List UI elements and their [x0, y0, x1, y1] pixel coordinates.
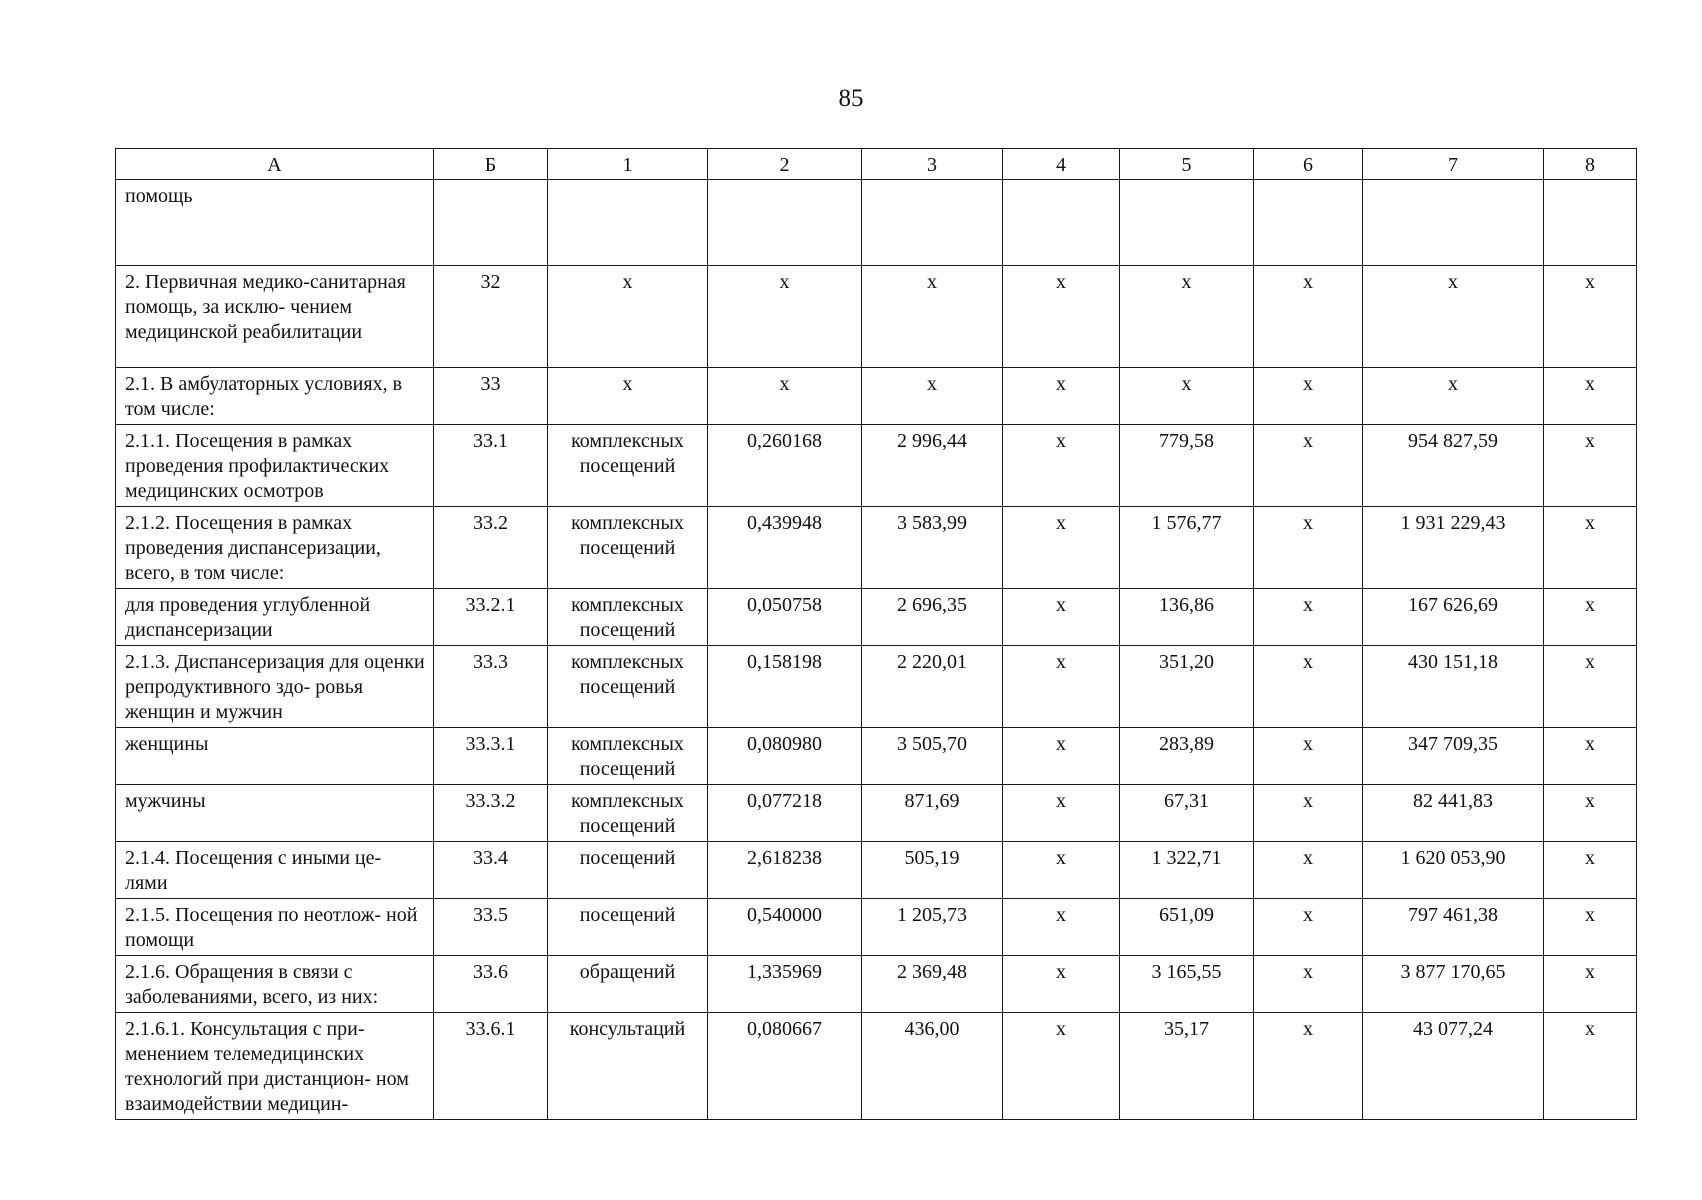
- table-cell: 43 077,24: [1363, 1013, 1544, 1120]
- table-cell: 2,618238: [708, 842, 862, 899]
- table-cell: 0,080980: [708, 728, 862, 785]
- table-cell: комплексных посещений: [548, 425, 708, 507]
- table-cell: х: [1254, 368, 1363, 425]
- header-row: [116, 149, 1637, 180]
- table-cell: 33.2.1: [434, 589, 548, 646]
- table-cell: 505,19: [862, 842, 1003, 899]
- table-cell: 1 620 053,90: [1363, 842, 1544, 899]
- table-cell: комплексных посещений: [548, 785, 708, 842]
- table-cell: х: [548, 368, 708, 425]
- table-cell: 35,17: [1120, 1013, 1254, 1120]
- table-cell: 954 827,59: [1363, 425, 1544, 507]
- table-cell: 136,86: [1120, 589, 1254, 646]
- column-header: 2: [708, 149, 862, 180]
- column-header: 8: [1544, 149, 1637, 180]
- table-cell: 0,050758: [708, 589, 862, 646]
- table-cell: х: [1254, 1013, 1363, 1120]
- table-cell: 347 709,35: [1363, 728, 1544, 785]
- table-cell: 651,09: [1120, 899, 1254, 956]
- table-cell: 0,158198: [708, 646, 862, 728]
- row-label-cell: 2.1.6.1. Консультация с при- менением телемедицинских технологий при дистанцион- ном взаимодействии медицин-: [116, 1013, 434, 1120]
- table-cell: х: [1254, 507, 1363, 589]
- row-label-cell: 2.1. В амбулаторных условиях, в том числе:: [116, 368, 434, 425]
- row-label-cell: 2.1.5. Посещения по неотлож- ной помощи: [116, 899, 434, 956]
- table-cell: 0,080667: [708, 1013, 862, 1120]
- table-cell: х: [1254, 266, 1363, 368]
- table-cell: х: [1544, 589, 1637, 646]
- table-cell: х: [1544, 368, 1637, 425]
- column-header: А: [116, 149, 434, 180]
- table-cell: 0,439948: [708, 507, 862, 589]
- table-cell: 797 461,38: [1363, 899, 1544, 956]
- row-label-cell: 2.1.1. Посещения в рамках проведения профилактических медицинских осмотров: [116, 425, 434, 507]
- table-cell: 2 369,48: [862, 956, 1003, 1013]
- table-cell: х: [1544, 956, 1637, 1013]
- table-cell: 33.3: [434, 646, 548, 728]
- table-cell: х: [1544, 842, 1637, 899]
- table-cell: 32: [434, 266, 548, 368]
- table-cell: х: [1003, 728, 1120, 785]
- table-cell: 2 220,01: [862, 646, 1003, 728]
- table-cell: 1 322,71: [1120, 842, 1254, 899]
- table-cell: посещений: [548, 899, 708, 956]
- table-cell: 1 931 229,43: [1363, 507, 1544, 589]
- table-row: [116, 728, 1637, 785]
- table-cell: х: [1254, 728, 1363, 785]
- table-cell: 1 205,73: [862, 899, 1003, 956]
- table-cell: х: [1544, 1013, 1637, 1120]
- table-row: [116, 425, 1637, 507]
- table-cell: х: [1003, 1013, 1120, 1120]
- page-number: 85: [838, 85, 864, 112]
- table-row: [116, 1013, 1637, 1120]
- table-cell: х: [1003, 785, 1120, 842]
- table-cell: х: [1544, 507, 1637, 589]
- table-cell: 33.4: [434, 842, 548, 899]
- table-cell: х: [1363, 266, 1544, 368]
- table-cell: х: [1003, 646, 1120, 728]
- row-label-cell: помощь: [116, 180, 434, 266]
- table-cell: х: [1003, 842, 1120, 899]
- table-cell: [1003, 180, 1120, 266]
- table-cell: х: [1544, 728, 1637, 785]
- table-cell: 3 505,70: [862, 728, 1003, 785]
- table-cell: 0,540000: [708, 899, 862, 956]
- table-cell: посещений: [548, 842, 708, 899]
- table-cell: х: [1254, 646, 1363, 728]
- row-label-cell: 2. Первичная медико-санитарная помощь, за исклю- чением медицинской реабилитации: [116, 266, 434, 368]
- table-cell: 351,20: [1120, 646, 1254, 728]
- table-cell: 0,077218: [708, 785, 862, 842]
- table-cell: 33.6.1: [434, 1013, 548, 1120]
- row-label-cell: женщины: [116, 728, 434, 785]
- table-cell: х: [1254, 956, 1363, 1013]
- row-label-cell: 2.1.4. Посещения с иными це- лями: [116, 842, 434, 899]
- row-label-cell: 2.1.2. Посещения в рамках проведения диспансеризации, всего, в том числе:: [116, 507, 434, 589]
- table-row: [116, 507, 1637, 589]
- table-cell: х: [708, 266, 862, 368]
- data-table: [115, 148, 1637, 1120]
- table-row: [116, 266, 1637, 368]
- table-cell: х: [1003, 589, 1120, 646]
- table-cell: 167 626,69: [1363, 589, 1544, 646]
- row-label-cell: 2.1.3. Диспансеризация для оценки репродуктивного здо- ровья женщин и мужчин: [116, 646, 434, 728]
- table-cell: [708, 180, 862, 266]
- table-cell: [1254, 180, 1363, 266]
- table-cell: 67,31: [1120, 785, 1254, 842]
- table-cell: х: [1120, 266, 1254, 368]
- table-cell: [1544, 180, 1637, 266]
- table-cell: х: [1544, 785, 1637, 842]
- table-cell: 436,00: [862, 1013, 1003, 1120]
- table-cell: 1 576,77: [1120, 507, 1254, 589]
- table-cell: х: [1120, 368, 1254, 425]
- table-cell: х: [548, 266, 708, 368]
- table-cell: 33.2: [434, 507, 548, 589]
- table-cell: комплексных посещений: [548, 646, 708, 728]
- table-cell: [548, 180, 708, 266]
- column-header: Б: [434, 149, 548, 180]
- table-cell: х: [1003, 507, 1120, 589]
- table-row: [116, 646, 1637, 728]
- column-header: 4: [1003, 149, 1120, 180]
- table-row: [116, 589, 1637, 646]
- table-cell: х: [1544, 425, 1637, 507]
- table-cell: 871,69: [862, 785, 1003, 842]
- table-row: [116, 785, 1637, 842]
- table-row: [116, 899, 1637, 956]
- table-cell: [862, 180, 1003, 266]
- table-cell: обращений: [548, 956, 708, 1013]
- row-label-cell: 2.1.6. Обращения в связи с заболеваниями, всего, из них:: [116, 956, 434, 1013]
- table-cell: 3 583,99: [862, 507, 1003, 589]
- table-cell: 33.1: [434, 425, 548, 507]
- table-cell: х: [1254, 589, 1363, 646]
- table-cell: х: [1544, 646, 1637, 728]
- row-label-cell: мужчины: [116, 785, 434, 842]
- table-cell: комплексных посещений: [548, 728, 708, 785]
- table-row: [116, 180, 1637, 266]
- column-header: 3: [862, 149, 1003, 180]
- table-cell: [434, 180, 548, 266]
- table-cell: х: [1254, 899, 1363, 956]
- table-cell: [1363, 180, 1544, 266]
- table-cell: комплексных посещений: [548, 507, 708, 589]
- table-cell: х: [1003, 425, 1120, 507]
- table-cell: х: [862, 368, 1003, 425]
- table-cell: х: [1254, 842, 1363, 899]
- column-header: 6: [1254, 149, 1363, 180]
- table-cell: 283,89: [1120, 728, 1254, 785]
- table-cell: х: [1003, 899, 1120, 956]
- table-cell: 33.3.2: [434, 785, 548, 842]
- column-header: 7: [1363, 149, 1544, 180]
- table-cell: х: [1544, 266, 1637, 368]
- table-cell: х: [1544, 899, 1637, 956]
- table-body: [116, 180, 1637, 1120]
- table-row: [116, 368, 1637, 425]
- table-cell: 33.6: [434, 956, 548, 1013]
- table-cell: х: [708, 368, 862, 425]
- table-cell: 33: [434, 368, 548, 425]
- table-cell: 33.3.1: [434, 728, 548, 785]
- table-row: [116, 956, 1637, 1013]
- table-cell: х: [1254, 425, 1363, 507]
- table-cell: х: [1254, 785, 1363, 842]
- table-cell: х: [1003, 266, 1120, 368]
- table-cell: консультаций: [548, 1013, 708, 1120]
- table-cell: 1,335969: [708, 956, 862, 1013]
- table-cell: х: [862, 266, 1003, 368]
- table-cell: 0,260168: [708, 425, 862, 507]
- table-cell: [1120, 180, 1254, 266]
- table-row: [116, 842, 1637, 899]
- row-label-cell: для проведения углубленной диспансеризации: [116, 589, 434, 646]
- table-cell: 2 996,44: [862, 425, 1003, 507]
- column-header: 5: [1120, 149, 1254, 180]
- table-cell: х: [1003, 956, 1120, 1013]
- table-cell: комплексных посещений: [548, 589, 708, 646]
- table-cell: 779,58: [1120, 425, 1254, 507]
- table-cell: 3 877 170,65: [1363, 956, 1544, 1013]
- table-cell: 430 151,18: [1363, 646, 1544, 728]
- table-cell: х: [1363, 368, 1544, 425]
- table-cell: х: [1003, 368, 1120, 425]
- table-cell: 3 165,55: [1120, 956, 1254, 1013]
- table-cell: 2 696,35: [862, 589, 1003, 646]
- table-cell: 33.5: [434, 899, 548, 956]
- table-cell: 82 441,83: [1363, 785, 1544, 842]
- column-header: 1: [548, 149, 708, 180]
